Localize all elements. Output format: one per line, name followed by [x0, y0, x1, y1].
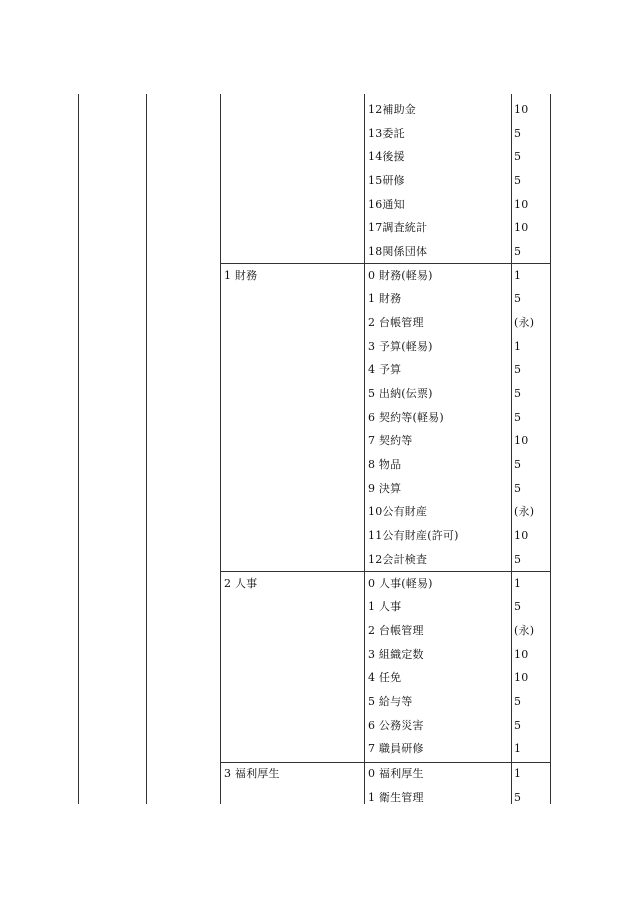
section-divider — [220, 762, 551, 763]
period-cell: 5 — [514, 458, 522, 471]
period-cell: 5 — [514, 363, 522, 376]
period-cell: 10 — [514, 529, 529, 542]
category-cell: 3 福利厚生 — [224, 767, 280, 780]
period-cell: 10 — [514, 198, 529, 211]
item-cell: 7 契約等 — [368, 434, 413, 447]
period-cell: 5 — [514, 127, 522, 140]
column-rule — [364, 94, 365, 804]
item-cell: 15研修 — [368, 174, 405, 187]
column-rule — [511, 94, 512, 804]
period-cell: 1 — [514, 269, 522, 282]
item-cell: 2 台帳管理 — [368, 316, 424, 329]
section-divider — [220, 263, 551, 264]
item-cell: 17調査統計 — [368, 221, 428, 234]
period-cell: (永) — [514, 624, 535, 637]
period-cell: 5 — [514, 791, 522, 804]
item-cell: 11公有財産(許可) — [368, 529, 459, 542]
period-cell: 5 — [514, 719, 522, 732]
item-cell: 0 福利厚生 — [368, 767, 424, 780]
item-cell: 1 人事 — [368, 600, 402, 613]
item-cell: 12会計検査 — [368, 553, 428, 566]
period-cell: 5 — [514, 482, 522, 495]
item-cell: 5 出納(伝票) — [368, 387, 433, 400]
period-cell: 1 — [514, 742, 522, 755]
column-rule — [146, 94, 147, 804]
item-cell: 4 任免 — [368, 671, 402, 684]
item-cell: 10公有財産 — [368, 505, 428, 518]
item-cell: 6 契約等(軽易) — [368, 411, 444, 424]
period-cell: 10 — [514, 221, 529, 234]
item-cell: 12補助金 — [368, 103, 416, 116]
item-cell: 1 衛生管理 — [368, 791, 424, 804]
period-cell: 10 — [514, 671, 529, 684]
item-cell: 5 給与等 — [368, 695, 413, 708]
item-cell: 13委託 — [368, 127, 405, 140]
period-cell: 5 — [514, 600, 522, 613]
item-cell: 16通知 — [368, 198, 405, 211]
item-cell: 3 予算(軽易) — [368, 340, 433, 353]
item-cell: 6 公務災害 — [368, 719, 424, 732]
period-cell: 10 — [514, 434, 529, 447]
item-cell: 14後援 — [368, 150, 405, 163]
period-cell: (永) — [514, 316, 535, 329]
item-cell: 7 職員研修 — [368, 742, 424, 755]
column-rule — [78, 94, 79, 804]
period-cell: 5 — [514, 553, 522, 566]
item-cell: 9 決算 — [368, 482, 402, 495]
period-cell: 5 — [514, 411, 522, 424]
column-rule — [550, 94, 551, 804]
period-cell: 1 — [514, 340, 522, 353]
period-cell: (永) — [514, 505, 535, 518]
period-cell: 5 — [514, 695, 522, 708]
item-cell: 8 物品 — [368, 458, 402, 471]
section-divider — [220, 571, 551, 572]
period-cell: 1 — [514, 767, 522, 780]
column-rule — [220, 94, 221, 804]
item-cell: 1 財務 — [368, 292, 402, 305]
item-cell: 2 台帳管理 — [368, 624, 424, 637]
category-cell: 2 人事 — [224, 577, 258, 590]
period-cell: 5 — [514, 387, 522, 400]
item-cell: 4 予算 — [368, 363, 402, 376]
period-cell: 1 — [514, 577, 522, 590]
period-cell: 5 — [514, 292, 522, 305]
period-cell: 10 — [514, 648, 529, 661]
item-cell: 0 財務(軽易) — [368, 269, 433, 282]
period-cell: 5 — [514, 174, 522, 187]
period-cell: 5 — [514, 245, 522, 258]
item-cell: 0 人事(軽易) — [368, 577, 433, 590]
category-cell: 1 財務 — [224, 269, 258, 282]
item-cell: 18関係団体 — [368, 245, 428, 258]
period-cell: 5 — [514, 150, 522, 163]
period-cell: 10 — [514, 103, 529, 116]
item-cell: 3 組織定数 — [368, 648, 424, 661]
